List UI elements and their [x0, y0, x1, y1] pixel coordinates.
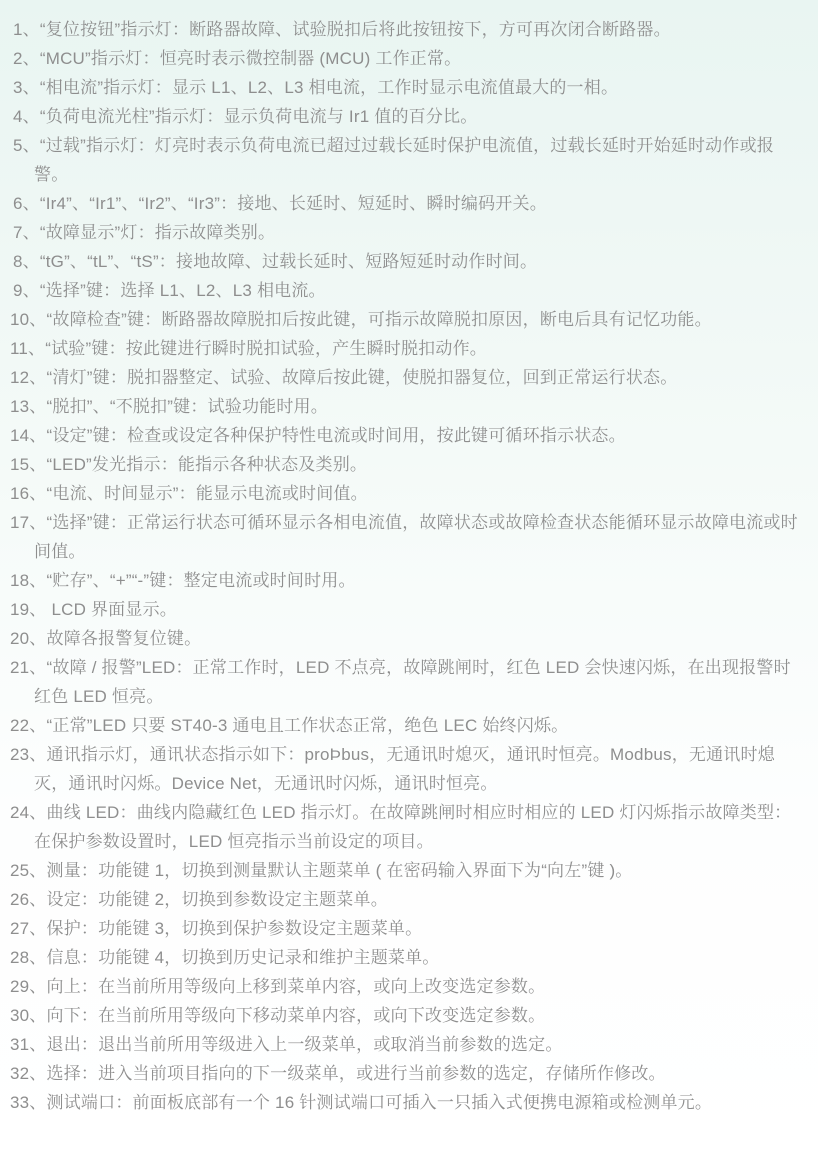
item-number: 4、	[13, 107, 40, 126]
item-number: 1、	[13, 20, 40, 39]
item-text: “故障检查”键：断路器故障脱扣后按此键，可指示故障脱扣原因，断电后具有记忆功能。	[46, 310, 712, 329]
item-text: 测试端口：前面板底部有一个 16 针测试端口可插入一只插入式便携电源箱或检测单元。	[46, 1093, 713, 1112]
item-text: 通讯指示灯，通讯状态指示如下：proÞbus，无通讯时熄灭，通讯时恒亮。Modbus，无通讯时熄灭，通讯时闪烁。Device Net，无通讯时闪烁，通讯时恒亮。	[34, 745, 775, 793]
list-item	[0, 885, 804, 914]
item-text: “选择”键：正常运行状态可循环显示各相电流值，故障状态或故障检查状态能循环显示故障电流或时间值。	[34, 513, 798, 561]
list-item	[0, 131, 804, 189]
item-number: 11、	[10, 339, 46, 358]
list-item	[0, 1059, 804, 1088]
item-text: “过载”指示灯：灯亮时表示负荷电流已超过过载长延时保护电流值，过载长延时开始延时动作或报警。	[34, 136, 774, 184]
list-item	[0, 798, 804, 856]
item-number: 14、	[10, 426, 47, 445]
list-item	[0, 943, 804, 972]
item-number: 20、	[10, 629, 47, 648]
item-number: 12、	[10, 368, 47, 387]
item-text: “LED”发光指示：能指示各种状态及类别。	[46, 455, 368, 474]
item-text: 向上：在当前所用等级向上移到菜单内容，或向上改变选定参数。	[46, 977, 546, 996]
item-number: 5、	[13, 136, 40, 155]
item-number: 19、	[10, 600, 47, 619]
list-item	[0, 218, 804, 247]
item-text: “Ir4”、“Ir1”、“Ir2”、“Ir3”：接地、长延时、短延时、瞬时编码开关。	[39, 194, 547, 213]
item-number: 21、	[10, 658, 47, 677]
item-text: “选择”键：选择 L1、L2、L3 相电流。	[39, 281, 326, 300]
item-number: 31、	[10, 1035, 47, 1054]
item-text: “MCU”指示灯：恒亮时表示微控制器 (MCU) 工作正常。	[39, 49, 462, 68]
item-number: 7、	[13, 223, 40, 242]
item-number: 22、	[10, 716, 47, 735]
item-number: 26、	[10, 890, 47, 909]
item-number: 3、	[13, 78, 40, 97]
list-item	[0, 247, 804, 276]
list-item	[0, 566, 804, 595]
item-number: 28、	[10, 948, 47, 967]
list-item	[0, 711, 804, 740]
list-item	[0, 1001, 804, 1030]
item-text: “正常”LED 只要 ST40-3 通电且工作状态正常，绝色 LEC 始终闪烁。	[46, 716, 569, 735]
item-text: “负荷电流光柱”指示灯：显示负荷电流与 Ir1 值的百分比。	[39, 107, 478, 126]
list-item	[0, 392, 804, 421]
item-text: LCD 界面显示。	[46, 600, 177, 619]
list-item	[0, 102, 804, 131]
item-text: 选择：进入当前项目指向的下一级菜单，或进行当前参数的选定，存储所作修改。	[46, 1064, 666, 1083]
list-item	[0, 624, 804, 653]
item-number: 27、	[10, 919, 47, 938]
list-item	[0, 450, 804, 479]
item-text: “电流、时间显示”：能显示电流或时间值。	[46, 484, 368, 503]
item-number: 29、	[10, 977, 47, 996]
item-text: 设定：功能键 2，切换到参数设定主题菜单。	[46, 890, 388, 909]
item-text: “相电流”指示灯：显示 L1、L2、L3 相电流，工作时显示电流值最大的一相。	[39, 78, 619, 97]
list-item	[0, 595, 804, 624]
item-text: “设定”键：检查或设定各种保护特性电流或时间用，按此键可循环指示状态。	[46, 426, 626, 445]
list-item	[0, 856, 804, 885]
item-number: 25、	[10, 861, 47, 880]
item-text: 故障各报警复位键。	[46, 629, 202, 648]
item-number: 10、	[10, 310, 47, 329]
item-number: 2、	[13, 49, 40, 68]
item-number: 24、	[10, 803, 47, 822]
list-item	[0, 740, 804, 798]
list-item	[0, 276, 804, 305]
list-item	[0, 305, 804, 334]
list-item	[0, 914, 804, 943]
item-number: 23、	[10, 745, 47, 764]
item-number: 33、	[10, 1093, 47, 1112]
list-item	[0, 653, 804, 711]
item-number: 17、	[10, 513, 47, 532]
item-text: 保护：功能键 3，切换到保护参数设定主题菜单。	[46, 919, 423, 938]
list-item	[0, 15, 804, 44]
item-number: 8、	[13, 252, 40, 271]
list-item	[0, 508, 804, 566]
list-item	[0, 421, 804, 450]
item-text: 信息：功能键 4，切换到历史记录和维护主题菜单。	[46, 948, 440, 967]
item-number: 15、	[10, 455, 47, 474]
list-item	[0, 363, 804, 392]
list-item	[0, 972, 804, 1001]
list-item	[0, 479, 804, 508]
list-item	[0, 1030, 804, 1059]
item-text: 退出：退出当前所用等级进入上一级菜单，或取消当前参数的选定。	[46, 1035, 563, 1054]
item-number: 16、	[10, 484, 47, 503]
item-text: “脱扣”、“不脱扣”键：试验功能时用。	[46, 397, 328, 416]
item-number: 13、	[10, 397, 47, 416]
item-text: “故障 / 报警”LED：正常工作时，LED 不点亮，故障跳闸时，红色 LED 会快速闪烁，在出现报警时红色 LED 恒亮。	[34, 658, 791, 706]
item-text: “贮存”、“+”“-”键：整定电流或时间时用。	[46, 571, 356, 590]
list-item	[0, 189, 804, 218]
item-text: 曲线 LED：曲线内隐藏红色 LED 指示灯。在故障跳闸时相应时相应的 LED 灯闪烁指示故障类型：在保护参数设置时，LED 恒亮指示当前设定的项目。	[34, 803, 792, 851]
item-text: “故障显示”灯：指示故障类别。	[39, 223, 276, 242]
item-text: “复位按钮”指示灯：断路器故障、试验脱扣后将此按钮按下，方可再次闭合断路器。	[39, 20, 671, 39]
list-item	[0, 73, 804, 102]
list-item	[0, 334, 804, 363]
item-text: “清灯”键：脱扣器整定、试验、故障后按此键，使脱扣器复位，回到正常运行状态。	[46, 368, 678, 387]
item-number: 30、	[10, 1006, 47, 1025]
item-number: 6、	[13, 194, 40, 213]
item-number: 18、	[10, 571, 47, 590]
list-item	[0, 1088, 804, 1117]
item-text: “试验”键：按此键进行瞬时脱扣试验，产生瞬时脱扣动作。	[45, 339, 487, 358]
list-item	[0, 44, 804, 73]
item-text: “tG”、“tL”、“tS”：接地故障、过载长延时、短路短延时动作时间。	[39, 252, 538, 271]
item-text: 向下：在当前所用等级向下移动菜单内容，或向下改变选定参数。	[46, 1006, 546, 1025]
item-text: 测量：功能键 1，切换到测量默认主题菜单 ( 在密码输入界面下为“向左”键 )。	[46, 861, 633, 880]
item-number: 32、	[10, 1064, 47, 1083]
item-number: 9、	[13, 281, 40, 300]
